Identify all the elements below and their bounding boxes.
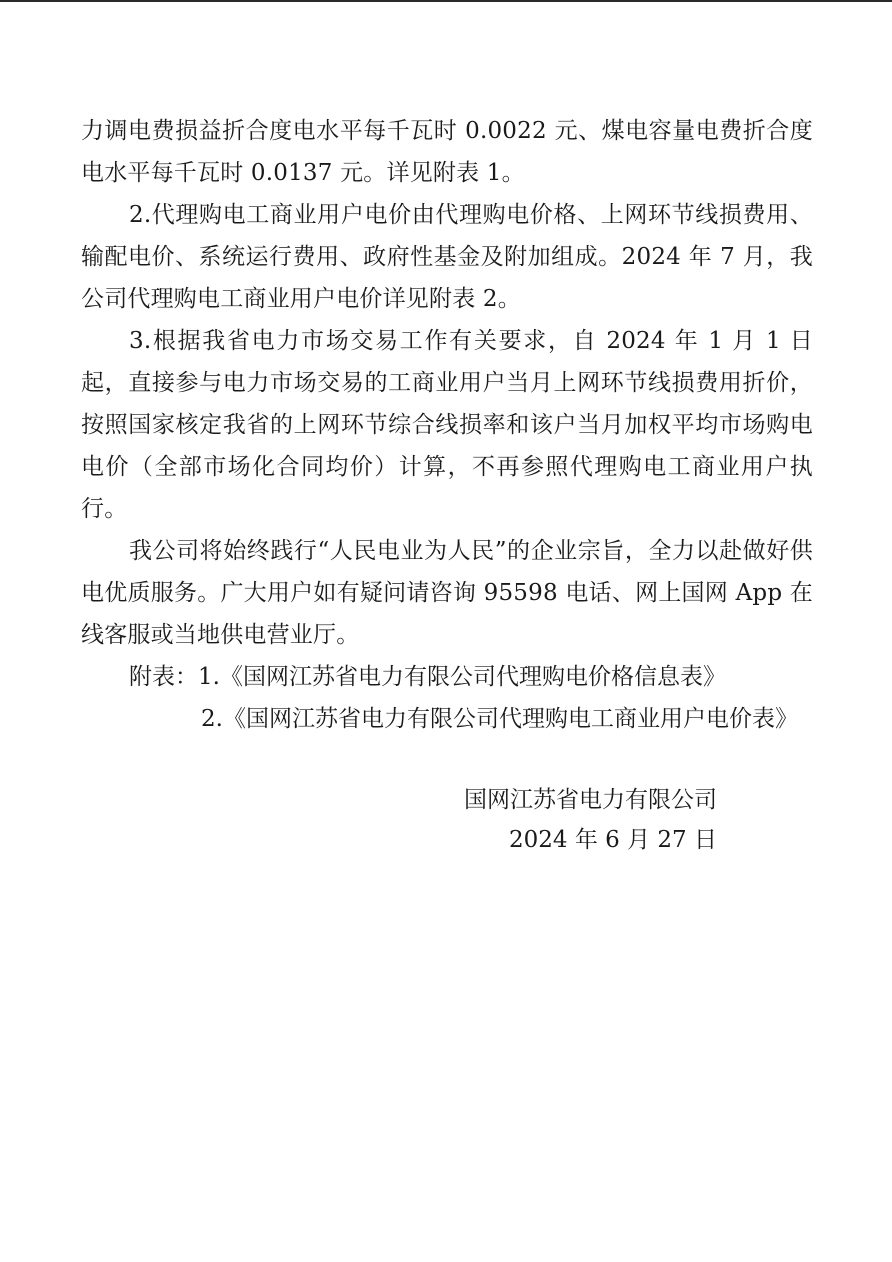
paragraph-closing: 我公司将始终践行“人民电业为人民”的企业宗旨，全力以赴做好供电优质服务。广大用户如有疑问请咨询 95598 电话、网上国网 App 在线客服或当地供电营业厅。 [81, 538, 813, 648]
attachment-list [81, 656, 813, 740]
attachment-line-1 [81, 656, 813, 698]
signature-block [464, 780, 734, 860]
attachment-item-1: 1.《国网江苏省电力有限公司代理购电价格信息表》 [198, 664, 726, 690]
paragraph-continuation: 力调电费损益折合度电水平每千瓦时 0.0022 元、煤电容量电费折合度电水平每千瓦时 0.0137 元。详见附表 1。 [81, 118, 813, 186]
paragraph-item-3: 3.根据我省电力市场交易工作有关要求，自 2024 年 1 月 1 日起，直接参与电力市场交易的工商业用户当月上网环节线损费用折价，按照国家核定我省的上网环节综合线损率和该户当月加权平均市场购电电价（全部市场化合同均价）计算，不再参照代理购电工商业用户执行。 [81, 328, 813, 522]
attachment-item-2: 2.《国网江苏省电力有限公司代理购电工商业用户电价表》 [201, 706, 798, 732]
signature-organization: 国网江苏省电力有限公司 [464, 787, 717, 813]
attachment-line-2 [81, 698, 813, 740]
document-body [81, 110, 813, 740]
top-border-line [0, 0, 892, 2]
signature-date: 2024 年 6 月 27 日 [509, 827, 717, 853]
attachment-label: 附表： [129, 664, 198, 690]
paragraph-item-2: 2.代理购电工商业用户电价由代理购电价格、上网环节线损费用、输配电价、系统运行费用、政府性基金及附加组成。2024 年 7 月，我公司代理购电工商业用户电价详见附表 2。 [81, 202, 813, 312]
